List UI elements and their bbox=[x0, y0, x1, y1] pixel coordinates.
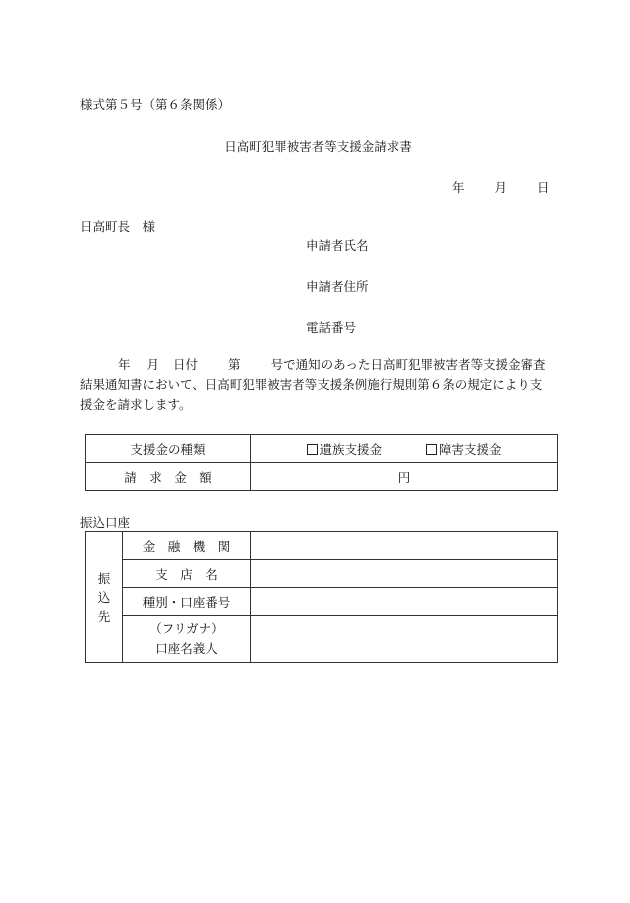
bank-table bbox=[85, 531, 558, 663]
phone-number-label: 電話番号 bbox=[306, 320, 357, 335]
branch-label: 支 店 名 bbox=[123, 560, 251, 588]
addressee: 日高町長 様 bbox=[80, 219, 156, 234]
branch-field[interactable] bbox=[251, 560, 558, 588]
option-bereaved: 遺族支援金 bbox=[319, 441, 383, 457]
table-row bbox=[86, 588, 558, 616]
support-type-options bbox=[251, 435, 558, 463]
institution-label: 金 融 機 関 bbox=[123, 532, 251, 560]
checkbox-icon[interactable] bbox=[307, 444, 318, 455]
document-title: 日高町犯罪被害者等支援金請求書 bbox=[224, 139, 412, 154]
checkbox-icon[interactable] bbox=[426, 444, 437, 455]
form-number: 様式第５号（第６条関係） bbox=[80, 97, 231, 112]
account-field[interactable] bbox=[251, 588, 558, 616]
table-row bbox=[86, 616, 558, 663]
amount-unit: 円 bbox=[397, 469, 411, 485]
support-type-label: 支援金の種類 bbox=[86, 435, 251, 463]
statement-year: 年 bbox=[118, 357, 131, 372]
statement-day-tsuke: 日付 bbox=[173, 357, 199, 372]
support-table bbox=[85, 434, 558, 491]
table-row bbox=[86, 532, 558, 560]
account-label: 種別・口座番号 bbox=[123, 588, 251, 616]
amount-label: 請 求 金 額 bbox=[86, 463, 251, 491]
date-year: 年 bbox=[452, 180, 465, 195]
statement-dai: 第 bbox=[228, 357, 241, 372]
table-row bbox=[86, 463, 558, 491]
amount-field[interactable] bbox=[251, 463, 558, 491]
institution-field[interactable] bbox=[251, 532, 558, 560]
option-disability: 障害支援金 bbox=[438, 441, 502, 457]
table-row bbox=[86, 560, 558, 588]
table-row bbox=[86, 435, 558, 463]
transfer-destination-label: 振 込 先 bbox=[86, 532, 123, 663]
statement-text: 号で通知のあった日高町犯罪被害者等支援金審査結果通知書において、日高町犯罪被害者等支援条例施行規則第６条の規定により支援金を請求します。 bbox=[80, 357, 546, 412]
bank-section-title: 振込口座 bbox=[80, 515, 131, 530]
date-month: 月 bbox=[494, 180, 508, 195]
applicant-address-label: 申請者住所 bbox=[306, 279, 369, 294]
date-day: 日 bbox=[537, 180, 550, 195]
date-line bbox=[452, 178, 550, 196]
applicant-name-label: 申請者氏名 bbox=[306, 238, 369, 253]
statement-month: 月 bbox=[146, 357, 160, 372]
furigana-label: （フリガナ） bbox=[149, 621, 224, 636]
holder-field[interactable] bbox=[251, 616, 558, 663]
request-statement bbox=[80, 355, 550, 415]
holder-label-cell bbox=[123, 616, 251, 663]
holder-label: 口座名義人 bbox=[155, 641, 218, 656]
